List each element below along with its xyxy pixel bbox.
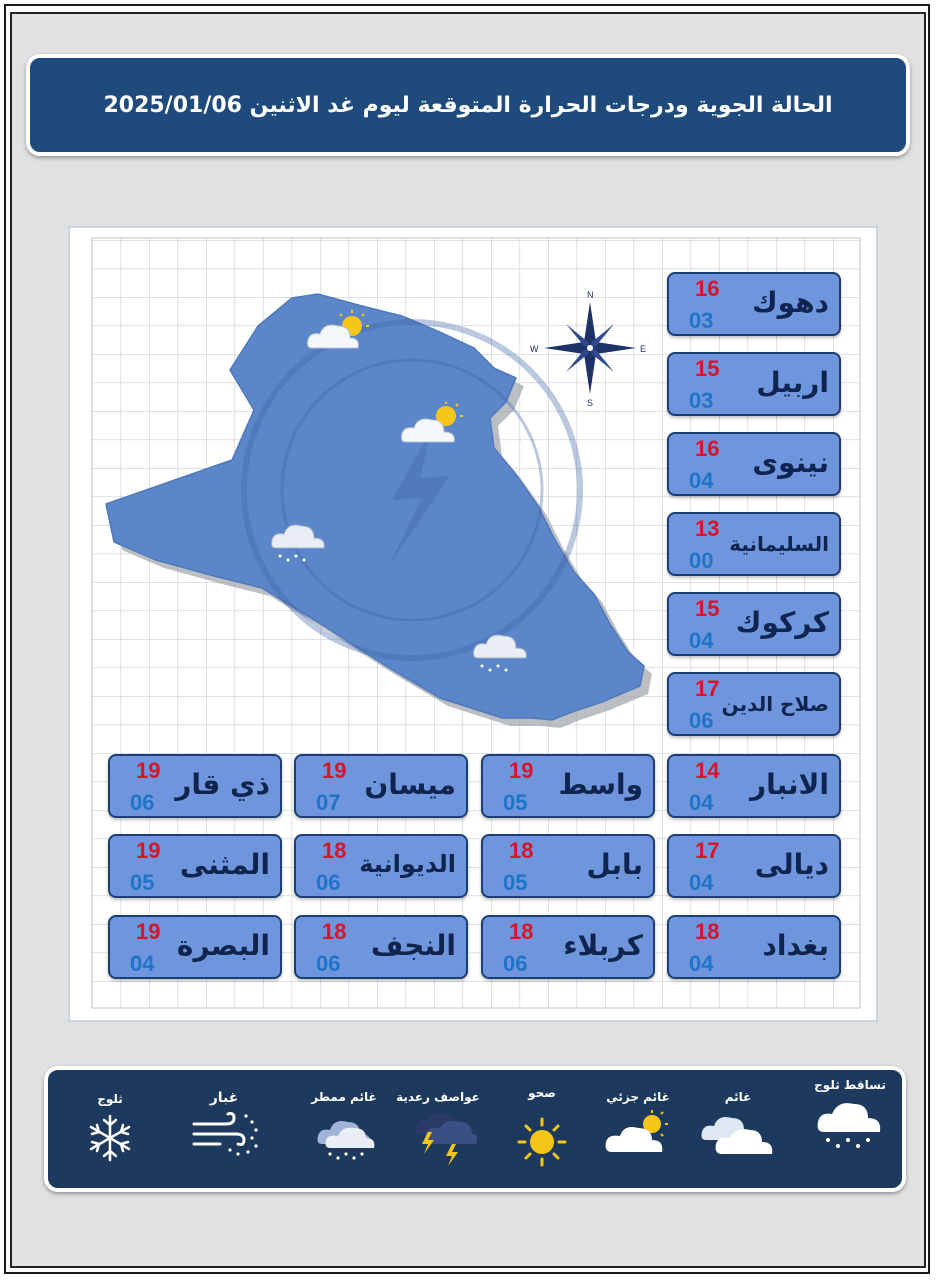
cloudy-icon [700, 1110, 776, 1160]
weather-legend [44, 1066, 906, 1192]
city-card [294, 834, 468, 898]
legend-item [388, 1074, 488, 1174]
legend-item [294, 1074, 394, 1174]
legend-label: عواصف رعدية [396, 1090, 480, 1104]
min-temp: 04 [689, 468, 714, 493]
snowflake-icon [86, 1114, 134, 1162]
city-name: البصرة [176, 929, 270, 962]
city-name: بغداد [762, 929, 829, 962]
legend-item [688, 1074, 788, 1174]
dust-icon [190, 1110, 262, 1160]
max-temp: 17 [695, 676, 720, 701]
city-card [667, 592, 841, 656]
max-temp: 18 [509, 838, 534, 863]
city-card [667, 834, 841, 898]
city-name: النجف [370, 929, 456, 962]
max-temp: 18 [322, 919, 347, 944]
max-temp: 14 [695, 758, 720, 783]
legend-label: غائم جزئي [606, 1090, 670, 1104]
min-temp: 07 [316, 790, 341, 815]
min-temp: 00 [689, 548, 714, 573]
map-panel [68, 226, 878, 1022]
legend-label: غبار [209, 1090, 239, 1106]
legend-item [588, 1074, 688, 1174]
min-temp: 03 [689, 388, 714, 413]
partly-cloudy-icon [604, 1108, 674, 1158]
min-temp: 06 [503, 951, 528, 976]
city-card [481, 754, 655, 818]
sunny-icon [516, 1116, 568, 1168]
max-temp: 19 [509, 758, 534, 783]
city-name: اربيل [756, 366, 829, 399]
max-temp: 19 [322, 758, 347, 783]
thunderstorm-icon [414, 1110, 478, 1166]
min-temp: 03 [689, 308, 714, 333]
max-temp: 17 [695, 838, 720, 863]
city-name: كركوك [735, 606, 829, 639]
legend-label: غائم [724, 1090, 752, 1104]
city-card [667, 432, 841, 496]
rainy-cloud-icon [316, 1112, 378, 1164]
min-temp: 06 [316, 951, 341, 976]
min-temp: 05 [503, 790, 528, 815]
compass-w: W [530, 344, 539, 354]
city-card [108, 834, 282, 898]
city-name: ميسان [364, 768, 456, 801]
legend-item [492, 1074, 592, 1174]
max-temp: 16 [695, 276, 720, 301]
compass-s: S [587, 398, 594, 408]
max-temp: 18 [322, 838, 347, 863]
max-temp: 19 [136, 758, 161, 783]
city-card [481, 834, 655, 898]
city-card [667, 512, 841, 576]
min-temp: 05 [503, 870, 528, 895]
min-temp: 06 [689, 708, 714, 733]
max-temp: 19 [136, 919, 161, 944]
city-card [294, 754, 468, 818]
city-card [481, 915, 655, 979]
legend-label: صحو [528, 1086, 556, 1100]
min-temp: 04 [689, 790, 714, 815]
page-title: الحالة الجوية ودرجات الحرارة المتوقعة ليوم غد الاثنين 2025/01/06 [103, 92, 833, 118]
city-card [667, 754, 841, 818]
min-temp: 04 [130, 951, 155, 976]
city-card [667, 915, 841, 979]
city-name: ذي قار [175, 768, 270, 801]
legend-label: تساقط ثلوج [814, 1078, 886, 1092]
city-name: نينوى [752, 446, 829, 479]
legend-item [800, 1074, 900, 1174]
min-temp: 04 [689, 951, 714, 976]
city-card [667, 672, 841, 736]
min-temp: 04 [689, 628, 714, 653]
max-temp: 18 [695, 919, 720, 944]
city-name: الديوانية [359, 850, 456, 878]
header-banner [26, 54, 910, 156]
max-temp: 13 [695, 516, 720, 541]
max-temp: 18 [509, 919, 534, 944]
city-name: واسط [558, 768, 643, 801]
city-name: بابل [586, 848, 643, 881]
city-name: صلاح الدين [721, 692, 829, 716]
city-name: المثنى [179, 848, 270, 881]
compass-e: E [640, 344, 647, 354]
legend-label: غائم ممطر [311, 1090, 377, 1104]
city-name: الانبار [749, 768, 829, 801]
max-temp: 15 [695, 596, 720, 621]
legend-item [174, 1074, 274, 1174]
city-card [667, 352, 841, 416]
max-temp: 16 [695, 436, 720, 461]
legend-item [60, 1074, 160, 1174]
city-card [667, 272, 841, 336]
max-temp: 19 [136, 838, 161, 863]
min-temp: 04 [689, 870, 714, 895]
city-name: كربلاء [563, 929, 643, 962]
max-temp: 15 [695, 356, 720, 381]
city-card [294, 915, 468, 979]
min-temp: 05 [130, 870, 155, 895]
city-name: دهوك [752, 286, 829, 319]
city-card [108, 915, 282, 979]
city-name: ديالى [754, 848, 829, 881]
min-temp: 06 [316, 870, 341, 895]
min-temp: 06 [130, 790, 155, 815]
city-name: السليمانية [729, 532, 829, 556]
snowfall-cloud-icon [814, 1098, 886, 1158]
legend-label: ثلوج [97, 1092, 123, 1106]
compass-n: N [587, 290, 594, 300]
city-card [108, 754, 282, 818]
